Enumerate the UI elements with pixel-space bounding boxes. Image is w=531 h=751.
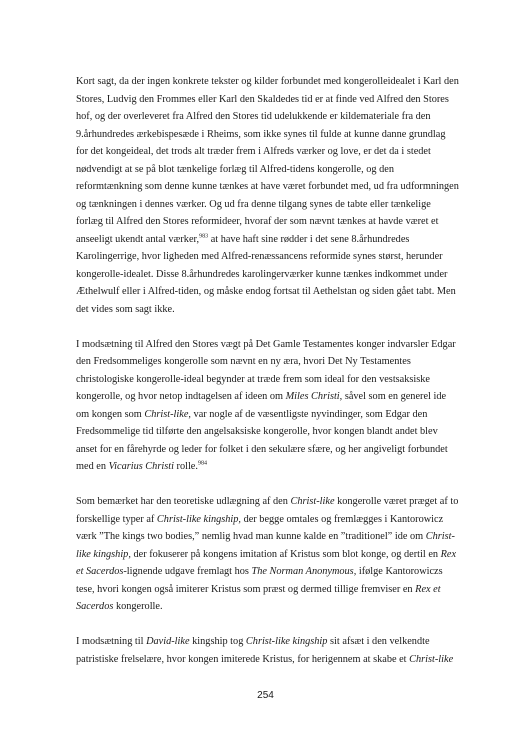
italic-run: Christ-like kingship	[245, 636, 328, 647]
paragraph-2	[76, 336, 460, 476]
italic-run: Miles Christi,	[285, 391, 343, 402]
italic-run: Christ-like kingship,	[156, 513, 242, 525]
paragraph-1	[76, 73, 460, 318]
text-run: der begge omtales og fremlægges i Kantorowicz værk ”The kings two bodies,” nemlig hvad man kunne kalde en ”traditionel” ide om	[76, 513, 444, 542]
body-text	[76, 73, 460, 668]
italic-run: The Norman Anonymous,	[251, 566, 357, 577]
text-run: Som bemærket har den teoretiske udlægning af den	[76, 496, 291, 507]
page-number: 254	[257, 690, 274, 701]
text-run: I modsætning til	[76, 636, 147, 647]
italic-run: Vicarius Christi	[108, 461, 174, 472]
text-run: at have haft sine rødder i det sene 8.århundredes Karolingerrige, hvor ligheden med Alfred-renæssancens reformide synes størst, herunder kongerolle-idealet. Disse 8.århundredes karolingerværker kunne tænkes indkommet under Æthelwulf eller i Alfred-tiden, og måske endog fortsat til Aethelstan og siden gået tabt. Men det vides som sagt ikke.	[76, 233, 456, 315]
text-run: såvel som en generel ide om kongen som	[76, 391, 447, 420]
text-run: -lignende udgave fremlagt hos	[123, 566, 252, 577]
text-run: , var nogle af de væsentligste nyvindinger, som Edgar den Fredsommelige tid tilførte den angelsaksiske kongerolle, hvor kongen blandt andet blev anset for en fårehyrde og leder for folket i den sekulære sfære, og her angiveligt forbundet med en	[76, 408, 448, 472]
text-run: kongerolle været præget af to forskellige typer af	[76, 496, 459, 525]
text-run: rolle.	[173, 461, 198, 472]
paragraph-3	[76, 493, 460, 616]
italic-run: Christ-like kingship,	[76, 531, 455, 560]
italic-run: David-like	[146, 636, 190, 647]
italic-run: Christ-like	[144, 408, 189, 420]
italic-run: Christ-like	[409, 653, 454, 665]
footnote-ref[interactable]: 983	[199, 233, 209, 240]
text-run: I modsætning til Alfred den Stores vægt på Det Gamle Testamentes konger indvarsler Edgar den Fredsommeliges kongerolle som nævnt en ny æra, hvori Det Ny Testamentes christologiske kongerolle-ideal begynder at træde frem som ideal for den vestsaksiske kongerolle, og hvor netop indtagelsen af ideen om	[76, 338, 456, 402]
italic-run: Rex et Sacerdos	[76, 583, 441, 612]
text-run: kongerolle.	[113, 601, 163, 612]
paragraph-4	[76, 633, 460, 668]
text-run: sit afsæt i den velkendte patristiske frelselære, hvor kongen imiterede Kristus, for herigennem at skabe et	[76, 636, 430, 665]
text-run: Kort sagt, da der ingen konkrete tekster og kilder forbundet med kongerolleidealet i Karl den Stores, Ludvig den Frommes eller Karl den Skaldedes tid er at finde ved Alfred den Stores hof, og der overleveret fra Alfred den Stores tid udelukkende er kildemateriale fra den 9.århundredes ærkebispesæde i Rheims, som ikke synes til fulde at kunne danne grundlag for det kongeideal, det trods alt træder frem i Alfreds værker og love, er det da i stedet nødvendigt at se på blot tænkelige forlæg til Alfred-tidens kongerolle, og den reformtænkning som denne kunne tænkes at have været forbundet med, ud fra udformningen og tænkningen i dennes værker. Og ud fra denne tilgang synes de tabte eller tænkelige forlæg til Alfred den Stores reformideer, hvoraf der som nævnt tænkes at havde været et anseeligt ukendt antal værker,	[76, 76, 459, 245]
footnote-ref[interactable]: 984	[197, 460, 207, 467]
text-run: kingship tog	[189, 636, 246, 647]
italic-run: Christ-like	[290, 496, 335, 507]
text-run: der fokuserer på kongens imitation af Kristus som blot konge, og dertil en	[130, 548, 441, 560]
italic-run: Rex et Sacerdos	[76, 548, 457, 577]
text-run: ifølge Kantorowiczs tese, hvori kongen også imiterer Kristus som præst og dermed tillige fremviser en	[76, 566, 443, 595]
